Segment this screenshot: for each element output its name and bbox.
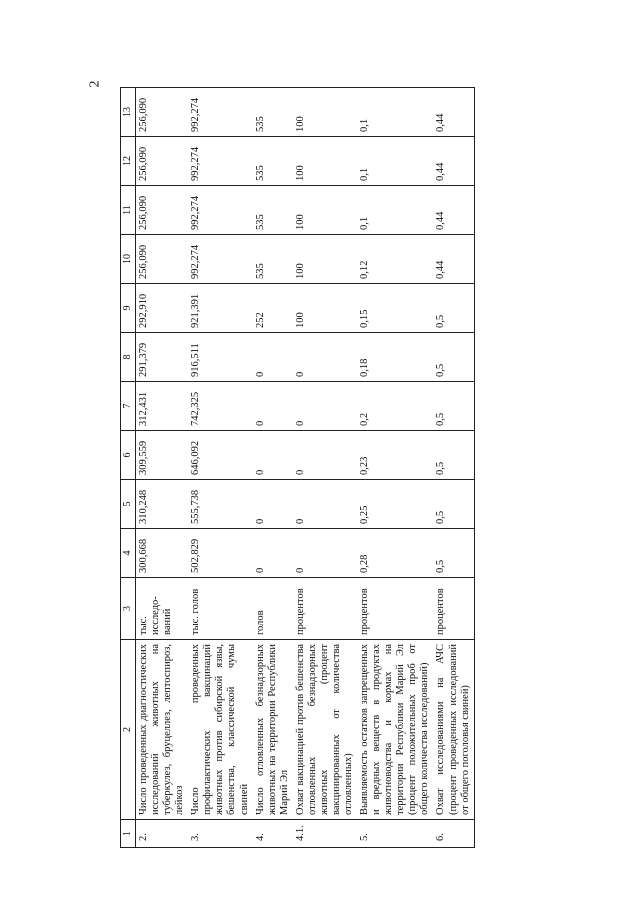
indicator-name: Число отловленных безнадзорных животных на территории Республики Марий Эл	[253, 640, 293, 820]
table-row	[253, 88, 293, 848]
unit-of-measure: процентов	[357, 578, 433, 640]
value-cell: 291,379	[136, 333, 189, 382]
value-cell: 0,12	[357, 235, 433, 284]
value-cell: 0,23	[357, 431, 433, 480]
value-cell: 0,1	[357, 186, 433, 235]
table-body	[136, 88, 475, 848]
value-cell: 0,5	[433, 284, 474, 333]
value-cell: 0,5	[433, 382, 474, 431]
value-cell: 0	[253, 431, 293, 480]
value-cell: 100	[293, 284, 357, 333]
value-cell: 300,668	[136, 529, 189, 578]
column-header-13: 13	[121, 88, 136, 137]
column-header-1: 1	[121, 820, 136, 848]
indicator-name: Выявляемость остатков запрещенных и вредных веществ в продуктах животноводства и кормах на территории Республики Марий Эл (процент положительных проб от общего количества исследований)	[357, 640, 433, 820]
unit-of-measure: тыс. исследо-ваний	[136, 578, 189, 640]
indicators-table	[120, 87, 475, 848]
value-cell: 256,090	[136, 186, 189, 235]
column-header-8: 8	[121, 333, 136, 382]
row-number: 6.	[433, 820, 474, 848]
value-cell: 0,44	[433, 235, 474, 284]
value-cell: 0	[253, 480, 293, 529]
page-number: 2	[87, 80, 103, 88]
value-cell: 992,274	[188, 186, 252, 235]
value-cell: 0,18	[357, 333, 433, 382]
value-cell: 0,25	[357, 480, 433, 529]
value-cell: 100	[293, 137, 357, 186]
value-cell: 292,910	[136, 284, 189, 333]
column-header-4: 4	[121, 529, 136, 578]
table-row	[293, 88, 357, 848]
value-cell: 256,090	[136, 235, 189, 284]
value-cell: 0,5	[433, 333, 474, 382]
value-cell: 0	[253, 382, 293, 431]
value-cell: 100	[293, 186, 357, 235]
value-cell: 535	[253, 137, 293, 186]
rotated-table-container	[120, 88, 520, 848]
value-cell: 0,44	[433, 137, 474, 186]
value-cell: 252	[253, 284, 293, 333]
table-row	[136, 88, 189, 848]
row-number: 5.	[357, 820, 433, 848]
column-header-12: 12	[121, 137, 136, 186]
value-cell: 0,1	[357, 88, 433, 137]
unit-of-measure: процентов	[293, 578, 357, 640]
value-cell: 0,5	[433, 529, 474, 578]
value-cell: 992,274	[188, 137, 252, 186]
column-header-10: 10	[121, 235, 136, 284]
value-cell: 0	[293, 382, 357, 431]
value-cell: 0,15	[357, 284, 433, 333]
value-cell: 0,5	[433, 480, 474, 529]
value-cell: 256,090	[136, 137, 189, 186]
value-cell: 992,274	[188, 235, 252, 284]
value-cell: 100	[293, 235, 357, 284]
column-header-5: 5	[121, 480, 136, 529]
table-row	[188, 88, 252, 848]
value-cell: 256,090	[136, 88, 189, 137]
value-cell: 502,829	[188, 529, 252, 578]
value-cell: 0,28	[357, 529, 433, 578]
value-cell: 0	[293, 529, 357, 578]
value-cell: 0,44	[433, 186, 474, 235]
table-row	[433, 88, 474, 848]
value-cell: 535	[253, 235, 293, 284]
indicator-name: Охват исследованиями на АЧС (процент проведенных исследований от общего поголовья свиней)	[433, 640, 474, 820]
value-cell: 535	[253, 186, 293, 235]
value-cell: 0	[253, 333, 293, 382]
value-cell: 0	[293, 431, 357, 480]
column-header-2: 2	[121, 640, 136, 820]
value-cell: 0,44	[433, 88, 474, 137]
value-cell: 0	[293, 480, 357, 529]
indicator-name: Число проведенных диагностических исследований животных на туберкулез, бруцеллез, лептоспироз, лейкоз	[136, 640, 189, 820]
header-row	[121, 88, 136, 848]
column-header-9: 9	[121, 284, 136, 333]
row-number: 4.	[253, 820, 293, 848]
value-cell: 0	[293, 333, 357, 382]
column-header-3: 3	[121, 578, 136, 640]
table-row	[357, 88, 433, 848]
column-header-7: 7	[121, 382, 136, 431]
column-header-11: 11	[121, 186, 136, 235]
value-cell: 921,391	[188, 284, 252, 333]
unit-of-measure: тыс. голов	[188, 578, 252, 640]
value-cell: 992,274	[188, 88, 252, 137]
value-cell: 310,248	[136, 480, 189, 529]
unit-of-measure: голов	[253, 578, 293, 640]
row-number: 4.1.	[293, 820, 357, 848]
indicator-name: Охват вакцинацией против бешенства отловленных безнадзорных животных (процент вакцинированных от количества отловленных)	[293, 640, 357, 820]
value-cell: 309,559	[136, 431, 189, 480]
value-cell: 0,1	[357, 137, 433, 186]
value-cell: 916,511	[188, 333, 252, 382]
row-number: 2.	[136, 820, 189, 848]
value-cell: 0,5	[433, 431, 474, 480]
value-cell: 312,431	[136, 382, 189, 431]
value-cell: 555,738	[188, 480, 252, 529]
value-cell: 0	[253, 529, 293, 578]
unit-of-measure: процентов	[433, 578, 474, 640]
value-cell: 100	[293, 88, 357, 137]
value-cell: 535	[253, 88, 293, 137]
column-header-6: 6	[121, 431, 136, 480]
value-cell: 742,325	[188, 382, 252, 431]
value-cell: 0,2	[357, 382, 433, 431]
value-cell: 646,092	[188, 431, 252, 480]
row-number: 3.	[188, 820, 252, 848]
indicator-name: Число проведенных профилактических вакцинаций животных против сибирской язвы, бешенства, классической чумы свиней	[188, 640, 252, 820]
